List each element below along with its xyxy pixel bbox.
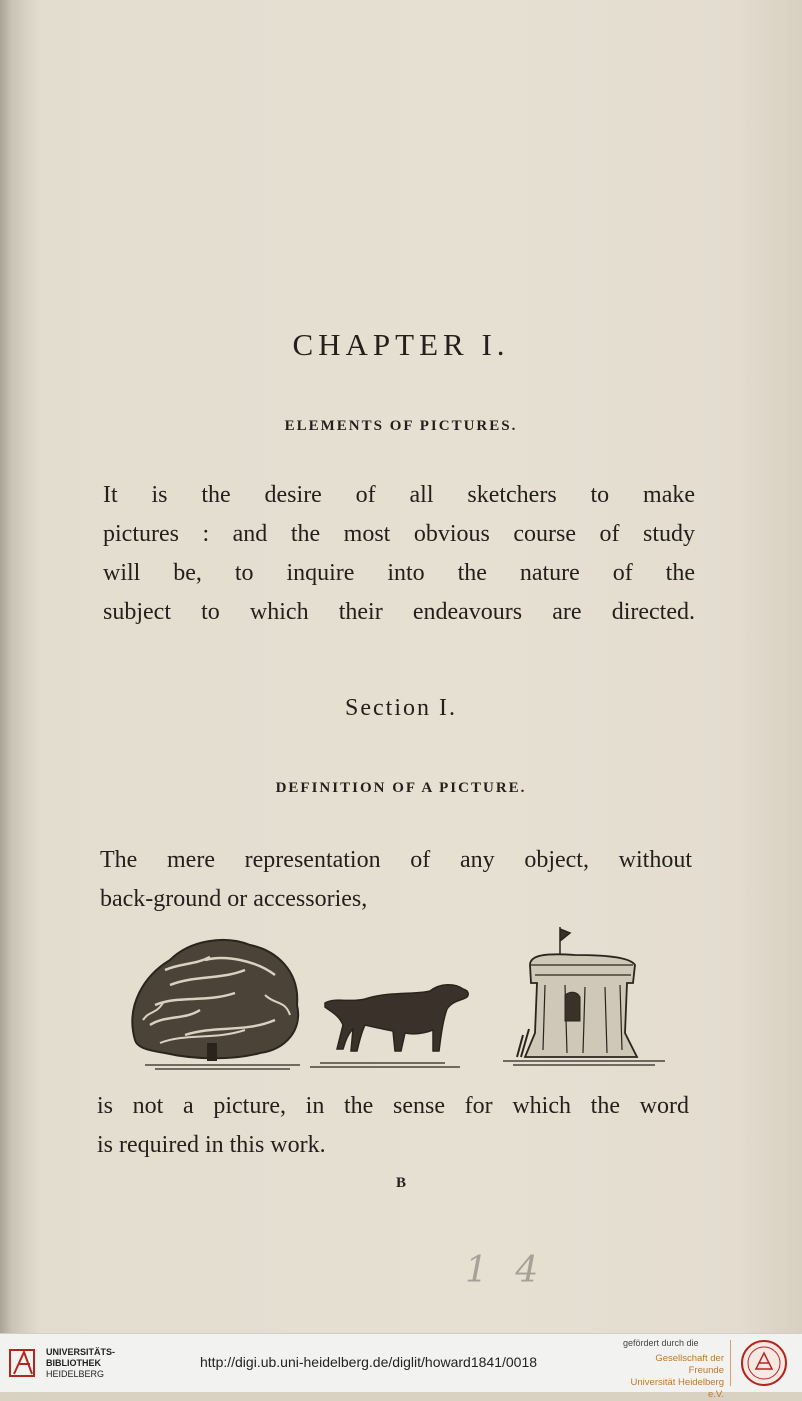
chapter-heading: CHAPTER I. [292, 327, 510, 362]
library-name-line: BIBLIOTHEK [46, 1358, 101, 1368]
paragraph-1 [103, 476, 695, 632]
paragraph-1-line: pictures : and the most obvious course of study [103, 521, 695, 547]
paragraph-3 [97, 1087, 689, 1165]
paragraph-2-line: The mere representation of any object, without [100, 847, 692, 873]
illustration-row [125, 925, 670, 1080]
sponsor-label: gefördert durch die [623, 1338, 699, 1348]
tree-illustration [132, 940, 300, 1069]
chapter-subtitle: ELEMENTS OF PICTURES. [284, 418, 518, 434]
paragraph-3-line: is not a picture, in the sense for which the word [97, 1093, 689, 1119]
section-subtitle: DEFINITION OF A PICTURE. [275, 780, 527, 796]
permalink-url[interactable]: http://digi.ub.uni-heidelberg.de/diglit/howard1841/0018 [200, 1354, 538, 1370]
paragraph-1-line: will be, to inquire into the nature of the [103, 560, 695, 586]
university-seal-icon[interactable] [740, 1339, 788, 1387]
sponsor-name-line: Gesellschaft der Freunde [655, 1353, 724, 1376]
signature-mark: B [395, 1175, 406, 1191]
pencil-page-number: 1 4 [465, 1250, 547, 1291]
dog-illustration [310, 985, 468, 1067]
paragraph-3-line: is required in this work. [97, 1132, 326, 1158]
section-heading: Section I. [345, 695, 457, 721]
paragraph-2-line: back-ground or accessories, [100, 886, 368, 912]
viewer-footer [0, 1333, 802, 1400]
paragraph-1-line: subject to which their endeavours are directed. [103, 599, 695, 625]
paragraph-1-line: It is the desire of all sketchers to make [103, 482, 695, 508]
library-name-line: HEIDELBERG [46, 1369, 105, 1379]
sponsor-name[interactable] [620, 1353, 724, 1401]
tower-illustration [503, 927, 665, 1065]
paragraph-2 [100, 841, 692, 919]
library-name-line: UNIVERSITÄTS- [46, 1347, 116, 1357]
footer-divider [730, 1340, 731, 1386]
library-name[interactable] [46, 1347, 115, 1380]
sponsor-name-line: Universität Heidelberg e.V. [630, 1377, 724, 1400]
library-logo-icon[interactable] [8, 1346, 38, 1380]
